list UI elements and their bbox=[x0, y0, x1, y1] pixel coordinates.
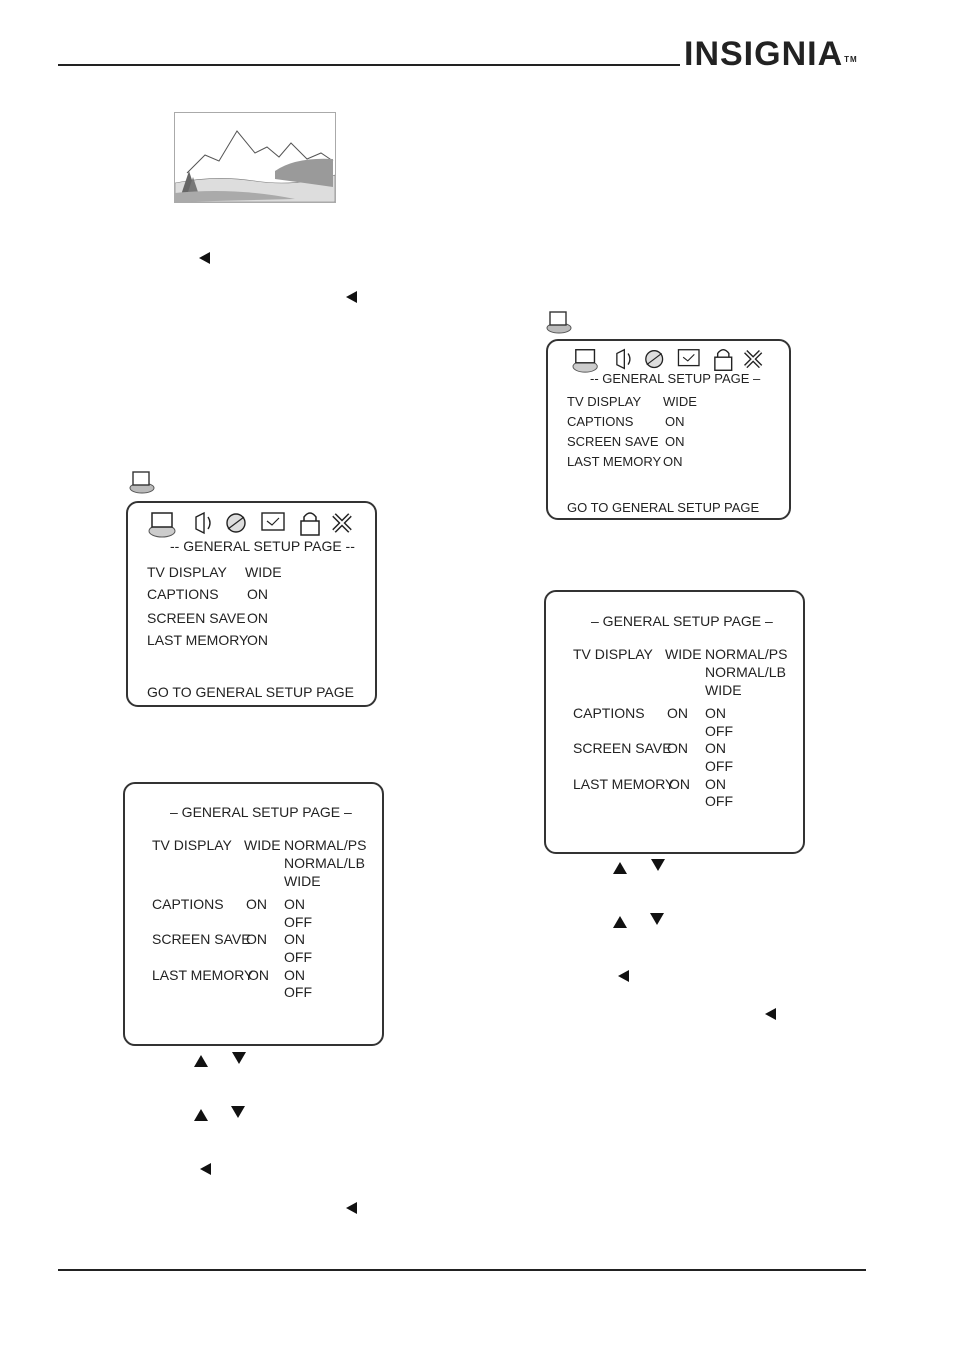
last-memory-value: ON bbox=[663, 454, 683, 469]
captions-value: ON bbox=[247, 586, 268, 602]
up-arrow-icon bbox=[613, 862, 627, 874]
down-arrow-icon bbox=[231, 1106, 245, 1118]
general-setup-menu-right bbox=[546, 339, 791, 520]
left-arrow-icon bbox=[618, 970, 629, 982]
screen-save-label: SCREEN SAVE bbox=[567, 434, 659, 449]
submenu-title: – GENERAL SETUP PAGE – bbox=[170, 804, 352, 820]
menu-icon-bar bbox=[568, 346, 774, 374]
screen-save-value: ON bbox=[246, 931, 267, 947]
up-arrow-icon bbox=[194, 1055, 208, 1067]
option-on: ON bbox=[284, 967, 305, 983]
tv-display-label: TV DISPLAY bbox=[573, 646, 653, 662]
exit-icon bbox=[746, 352, 761, 367]
captions-value: ON bbox=[667, 705, 688, 721]
down-arrow-icon bbox=[232, 1052, 246, 1064]
video-setup-icon bbox=[227, 514, 245, 532]
option-off: OFF bbox=[705, 793, 733, 809]
captions-label: CAPTIONS bbox=[147, 586, 219, 602]
captions-value: ON bbox=[246, 896, 267, 912]
option-on: ON bbox=[284, 896, 305, 912]
exit-icon bbox=[334, 515, 350, 531]
menu-title: -- GENERAL SETUP PAGE – bbox=[590, 371, 761, 386]
menu-footer: GO TO GENERAL SETUP PAGE bbox=[567, 500, 760, 515]
option-on: ON bbox=[705, 776, 726, 792]
screen-save-value: ON bbox=[665, 434, 685, 449]
left-arrow-icon bbox=[199, 252, 210, 264]
option-normal-lb: NORMAL/LB bbox=[705, 664, 786, 680]
menu-title: -- GENERAL SETUP PAGE -- bbox=[170, 538, 355, 554]
captions-label: CAPTIONS bbox=[567, 414, 634, 429]
last-memory-label: LAST MEMORY bbox=[152, 967, 254, 983]
menu-icon-bar bbox=[148, 509, 360, 539]
tv-setup-icon bbox=[149, 513, 175, 537]
option-on: ON bbox=[705, 705, 726, 721]
preference-setup-icon bbox=[262, 513, 284, 530]
screen-save-value: ON bbox=[247, 610, 268, 626]
password-lock-icon bbox=[715, 350, 732, 371]
captions-label: CAPTIONS bbox=[573, 705, 645, 721]
landscape-illustration bbox=[174, 112, 336, 203]
general-setup-submenu-left bbox=[123, 782, 384, 1046]
password-lock-icon bbox=[301, 513, 319, 535]
preference-setup-icon bbox=[678, 350, 699, 366]
option-off: OFF bbox=[284, 949, 312, 965]
last-memory-label: LAST MEMORY bbox=[567, 454, 662, 469]
down-arrow-icon bbox=[651, 859, 665, 871]
last-memory-value: ON bbox=[669, 776, 690, 792]
menu-footer: GO TO GENERAL SETUP PAGE bbox=[147, 684, 354, 700]
option-normal-ps: NORMAL/PS bbox=[705, 646, 788, 662]
header-rule bbox=[58, 64, 680, 66]
footer-rule bbox=[58, 1269, 866, 1271]
tv-display-value: WIDE bbox=[663, 394, 697, 409]
down-arrow-icon bbox=[650, 913, 664, 925]
last-memory-value: ON bbox=[248, 967, 269, 983]
general-setup-submenu-right bbox=[544, 590, 805, 854]
setup-tv-icon bbox=[129, 470, 155, 494]
tv-display-value: WIDE bbox=[244, 837, 281, 853]
screen-save-label: SCREEN SAVE bbox=[147, 610, 246, 626]
last-memory-value: ON bbox=[247, 632, 268, 648]
tv-display-label: TV DISPLAY bbox=[152, 837, 232, 853]
option-off: OFF bbox=[284, 914, 312, 930]
captions-label: CAPTIONS bbox=[152, 896, 224, 912]
option-on: ON bbox=[705, 740, 726, 756]
last-memory-label: LAST MEMORY bbox=[147, 632, 249, 648]
up-arrow-icon bbox=[194, 1109, 208, 1121]
general-setup-menu-left bbox=[126, 501, 377, 707]
screen-save-label: SCREEN SAVE bbox=[573, 740, 672, 756]
option-wide: WIDE bbox=[705, 682, 742, 698]
tv-display-value: WIDE bbox=[665, 646, 702, 662]
left-arrow-icon bbox=[346, 291, 357, 303]
left-arrow-icon bbox=[765, 1008, 776, 1020]
tv-setup-icon bbox=[573, 350, 597, 372]
tv-display-value: WIDE bbox=[245, 564, 282, 580]
brand-logo: INSIGNIA™ bbox=[684, 35, 858, 73]
option-normal-ps: NORMAL/PS bbox=[284, 837, 367, 853]
tv-display-label: TV DISPLAY bbox=[567, 394, 642, 409]
video-setup-icon bbox=[646, 351, 663, 368]
option-wide: WIDE bbox=[284, 873, 321, 889]
audio-setup-icon bbox=[196, 513, 210, 533]
last-memory-label: LAST MEMORY bbox=[573, 776, 675, 792]
left-arrow-icon bbox=[346, 1202, 357, 1214]
captions-value: ON bbox=[665, 414, 685, 429]
up-arrow-icon bbox=[613, 916, 627, 928]
option-off: OFF bbox=[705, 723, 733, 739]
option-on: ON bbox=[284, 931, 305, 947]
screen-save-value: ON bbox=[667, 740, 688, 756]
audio-setup-icon bbox=[617, 350, 630, 369]
option-normal-lb: NORMAL/LB bbox=[284, 855, 365, 871]
option-off: OFF bbox=[705, 758, 733, 774]
tv-display-label: TV DISPLAY bbox=[147, 564, 227, 580]
left-arrow-icon bbox=[200, 1163, 211, 1175]
submenu-title: – GENERAL SETUP PAGE – bbox=[591, 613, 773, 629]
screen-save-label: SCREEN SAVE bbox=[152, 931, 251, 947]
option-off: OFF bbox=[284, 984, 312, 1000]
setup-tv-icon bbox=[546, 310, 572, 334]
